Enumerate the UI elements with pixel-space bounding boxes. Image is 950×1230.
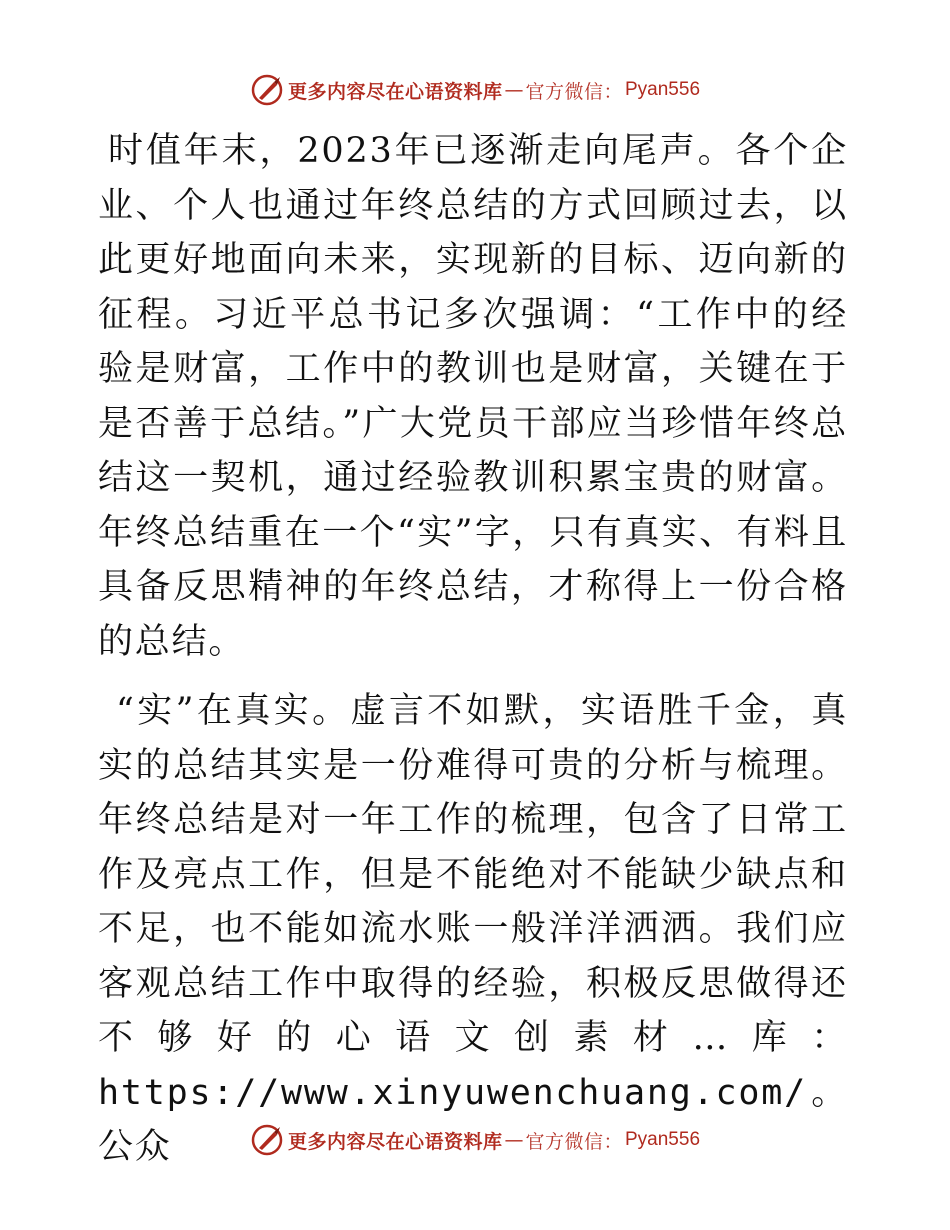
banner-site-text: 更多内容尽在心语资料库 (287, 80, 503, 103)
footer-wechat-id: Pyan556 (625, 1129, 701, 1150)
footer-wechat-label: 官方微信： (525, 1130, 623, 1153)
paragraph-3-suffix: 。公众 (98, 1072, 848, 1167)
quill-circle-icon (250, 1123, 284, 1157)
paragraph-3-prefix: 库： (729, 1018, 848, 1058)
banner-wechat-label: 官方微信： (525, 80, 623, 103)
quill-circle-icon (250, 73, 284, 107)
paragraph-2-text: “实”在真实。虚言不如默，实语胜千金，真实的总结其实是一份难得可贵的分析与梳理。年终总结是对一年工作的梳理，包含了日常工作及亮点工作，但是不能绝对不能缺少缺点和不足，也不能如流水账一般洋洋洒洒。我们应客观总结工作中取得的经验，积极反思做得还不够好的心语文创素材… (98, 691, 848, 1058)
document-body (98, 124, 848, 1175)
header-banner (0, 70, 950, 110)
banner-dash: — (504, 79, 524, 101)
footer-banner (0, 1120, 950, 1160)
footer-dash: — (504, 1129, 524, 1151)
paragraph-2 (98, 684, 848, 1175)
footer-site-text: 更多内容尽在心语资料库 (287, 1130, 503, 1153)
paragraph-1: 时值年末，2023年已逐渐走向尾声。各个企业、个人也通过年终总结的方式回顾过去，以此更好地面向未来，实现新的目标、迈向新的征程。习近平总书记多次强调：“工作中的经验是财富，工作中的教训也是财富，关键在于是否善于总结。”广大党员干部应当珍惜年终总结这一契机，通过经验教训积累宝贵的财富。年终总结重在一个“实”字，只有真实、有料且具备反思精神的年终总结，才称得上一份合格的总结。 (98, 131, 848, 662)
website-link[interactable]: https://www.xinyuwenchuang.com/ (98, 1072, 808, 1113)
banner-wechat-id: Pyan556 (625, 79, 701, 100)
